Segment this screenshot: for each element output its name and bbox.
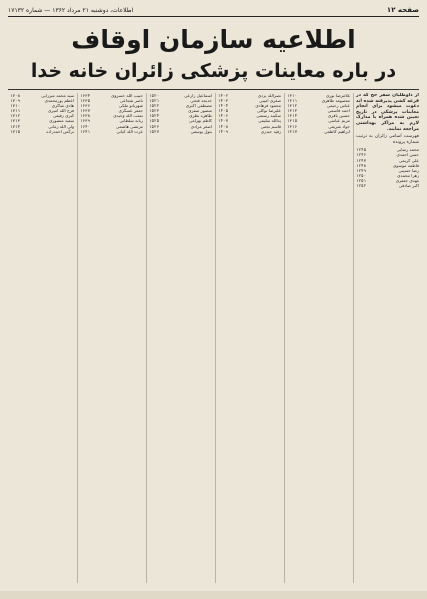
list-item-number: ۱۴۰۲ — [218, 93, 229, 98]
list-body — [10, 93, 74, 134]
page-title: اطلاعیه سازمان اوقاف — [71, 25, 356, 54]
list-body — [80, 93, 143, 134]
list-item-name: محمود فرهادی — [255, 103, 281, 109]
list-item-name: صغری امینی — [259, 98, 281, 104]
list-item-number: ۱۷۱۰ — [10, 103, 21, 109]
list-item — [356, 183, 419, 188]
list-item-number: ۱۲۵۰ — [356, 172, 367, 178]
list-item-name: سید محمد میرزایی — [41, 93, 74, 98]
list-item-name: جعفر عسگری — [118, 108, 143, 114]
list-item-number: ۱۲۴۹ — [356, 167, 367, 173]
list-item-number: ۱۷۰۸ — [10, 93, 21, 98]
list-item-number: ۱۴۰۶ — [218, 113, 229, 119]
list-item-name: نصرالله یزدی — [257, 93, 281, 98]
list-item-name: مرتضی هاشمی — [115, 123, 143, 129]
list-item-name: ناصر شجاعی — [119, 98, 143, 104]
list-item-number: ۱۵۲۰ — [149, 93, 160, 98]
list-item-number: ۱۷۱۱ — [10, 108, 21, 114]
list-item-name: علی کریمی — [398, 157, 419, 163]
list-item-name: اصغر مرادی — [190, 123, 212, 129]
list-item — [287, 129, 350, 134]
list-item-number: ۱۳۱۲ — [287, 103, 298, 109]
list-item-number: ۱۲۴۶ — [356, 152, 367, 158]
list-item-name: فاطمه موسوی — [393, 162, 419, 168]
list-item-name: جواد شریفی — [328, 123, 350, 129]
list-item-name: زهرا محمدی — [397, 172, 419, 178]
list-item-number: ۱۶۳۸ — [80, 113, 91, 119]
list-item-name: مریم عباسی — [328, 118, 350, 124]
list-item-name: حسن احمدی — [396, 152, 419, 158]
issue-line: اطلاعات، دوشنبه ۲۱ مرداد ۱۳۶۲ — شماره ۱۷۱۳۲ — [8, 6, 134, 14]
list-body — [287, 93, 350, 134]
list-column-2 — [284, 93, 350, 583]
list-item-number: ۱۳۱۰ — [287, 93, 298, 98]
list-item-name: غلامرضا نوری — [325, 93, 350, 98]
list-item-number: ۱۴۰۵ — [218, 108, 229, 114]
list-item-name: حبیب الله خسروی — [111, 93, 143, 98]
list-item — [10, 129, 74, 134]
list-item-number: ۱۷۱۲ — [10, 113, 21, 119]
list-item-number: ۱۶۳۴ — [80, 93, 91, 98]
list-item-number: ۱۵۲۲ — [149, 103, 160, 109]
list-item-number: ۱۵۲۳ — [149, 108, 160, 114]
list-item — [80, 129, 143, 134]
list-item-name: ربابه سلطانی — [119, 118, 143, 124]
list-item-number: ۱۴۰۸ — [218, 123, 229, 129]
list-item-number: ۱۲۴۸ — [356, 162, 367, 168]
list-column-6 — [8, 93, 74, 583]
list-item-name: مصطفی اکبری — [185, 103, 212, 109]
list-item-number: ۱۳۱۳ — [287, 108, 298, 114]
list-item-number: ۱۳۱۷ — [287, 128, 298, 134]
list-item-name: کبری رفیعی — [53, 113, 74, 119]
list-item-name: ابراهیم کاظمی — [324, 128, 350, 134]
page-number: صفحه ۱۲ — [386, 6, 419, 14]
list-body — [149, 93, 212, 134]
list-item-name: اسماعیل زارعی — [184, 93, 212, 98]
list-item-number: ۱۳۱۴ — [287, 113, 298, 119]
list-item-name: حسین باقری — [327, 113, 350, 119]
list-item-name: معصومه طاهری — [321, 98, 350, 104]
list-item-number: ۱۶۴۱ — [80, 128, 91, 134]
list-item-name: قاسم نجفی — [260, 123, 281, 129]
list-item-number: ۱۷۰۹ — [10, 98, 21, 104]
list-item-number: ۱۴۰۹ — [218, 128, 229, 134]
list-item-name: نعمت الله وحیدی — [113, 113, 143, 119]
list-item-name: خدیجه فتحی — [190, 98, 212, 104]
page-header-strip — [8, 4, 419, 17]
list-item-name: ولی الله زمانی — [48, 123, 74, 129]
intro-note: فهرست اسامی زائران به ترتیب شماره پرونده — [356, 134, 419, 145]
list-item-number: ۱۵۲۷ — [149, 128, 160, 134]
list-item-name: کاظم بهرامی — [188, 118, 212, 124]
list-item-number: ۱۶۳۷ — [80, 108, 91, 114]
page-bottom-margin — [0, 591, 427, 599]
list-body — [218, 93, 281, 134]
list-item-name: یدالله سلیمی — [258, 118, 281, 124]
list-item-number: ۱۷۱۳ — [10, 118, 21, 124]
list-item-number: ۱۶۳۹ — [80, 118, 91, 124]
list-item-number: ۱۵۲۵ — [149, 118, 160, 124]
title-divider — [8, 89, 419, 90]
list-item-name: فرج الله امیری — [47, 108, 74, 114]
list-item-number: ۱۶۳۶ — [80, 103, 91, 109]
list-item-number: ۱۷۱۴ — [10, 123, 21, 129]
list-item-number: ۱۵۲۱ — [149, 98, 160, 104]
intro-paragraph — [356, 93, 419, 132]
list-item-number: ۱۳۱۵ — [287, 118, 298, 124]
list-item-name: شهربانو ملکی — [118, 103, 143, 109]
list-item-name: احمد قاسمی — [327, 108, 350, 114]
list-column-4 — [146, 93, 212, 583]
list-item-name: نرگس احمدزاده — [46, 128, 74, 134]
name-list-columns — [8, 93, 419, 583]
list-item-number: ۱۵۲۶ — [149, 123, 160, 129]
list-item-number: ۱۶۳۵ — [80, 98, 91, 104]
list-item-name: محمد رضایی — [396, 147, 419, 153]
list-item-number: ۱۳۱۶ — [287, 123, 298, 129]
page-subtitle: در باره معاینات پزشکی زائران خانه خدا — [30, 60, 397, 82]
list-item-number: ۱۲۴۵ — [356, 147, 367, 153]
intro-lead: از داوطلبان سفر حج که در قرعه کشی پذیرفته شده اند دعوت میشود برای انجام معاینات پزشکی در تاریخ تعیین شده همراه با مدارک لازم به مراکز بهداشتی مراجعه نمایند. — [356, 93, 419, 132]
list-item-name: عزت الله کیانی — [116, 128, 143, 134]
list-item-name: عباس رحیمی — [326, 103, 350, 109]
list-item-name: اعظم پورمحمدی — [44, 98, 74, 104]
list-item-number: ۱۲۵۲ — [356, 183, 367, 188]
list-item — [218, 129, 281, 134]
list-item — [149, 129, 212, 134]
list-item-name: رضا حسینی — [398, 167, 419, 173]
list-item-number: ۱۵۲۴ — [149, 113, 160, 119]
list-item-number: ۱۲۵۱ — [356, 177, 367, 183]
list-item-name: سعید منصوری — [49, 118, 74, 124]
list-item-name: بتول یوسفی — [190, 128, 212, 134]
list-item-number: ۱۶۴۰ — [80, 123, 91, 129]
list-item-number: ۱۴۰۳ — [218, 98, 229, 104]
list-item-name: اکبر صادقی — [398, 183, 419, 188]
list-item-name: منصور صفری — [188, 108, 212, 114]
list-item-number: ۱۴۰۷ — [218, 118, 229, 124]
list-item-name: رقیه حیدری — [260, 128, 281, 134]
list-column-3 — [215, 93, 281, 583]
list-item-number: ۱۴۰۴ — [218, 103, 229, 109]
list-item-name: مهدی جعفری — [395, 177, 419, 183]
list-item-name: سکینه رستمی — [256, 113, 281, 119]
list-item-name: علیرضا توکلی — [257, 108, 281, 114]
list-item-name: هادی شاکری — [51, 103, 74, 109]
list-column-5 — [77, 93, 143, 583]
list-column-1 — [353, 93, 419, 583]
list-item-number: ۱۳۱۱ — [287, 98, 298, 104]
list-item-number: ۱۲۴۷ — [356, 157, 367, 163]
list-item-number: ۱۷۱۵ — [10, 128, 21, 134]
list-body — [356, 147, 419, 188]
list-item-name: طاهره نظری — [189, 113, 212, 119]
